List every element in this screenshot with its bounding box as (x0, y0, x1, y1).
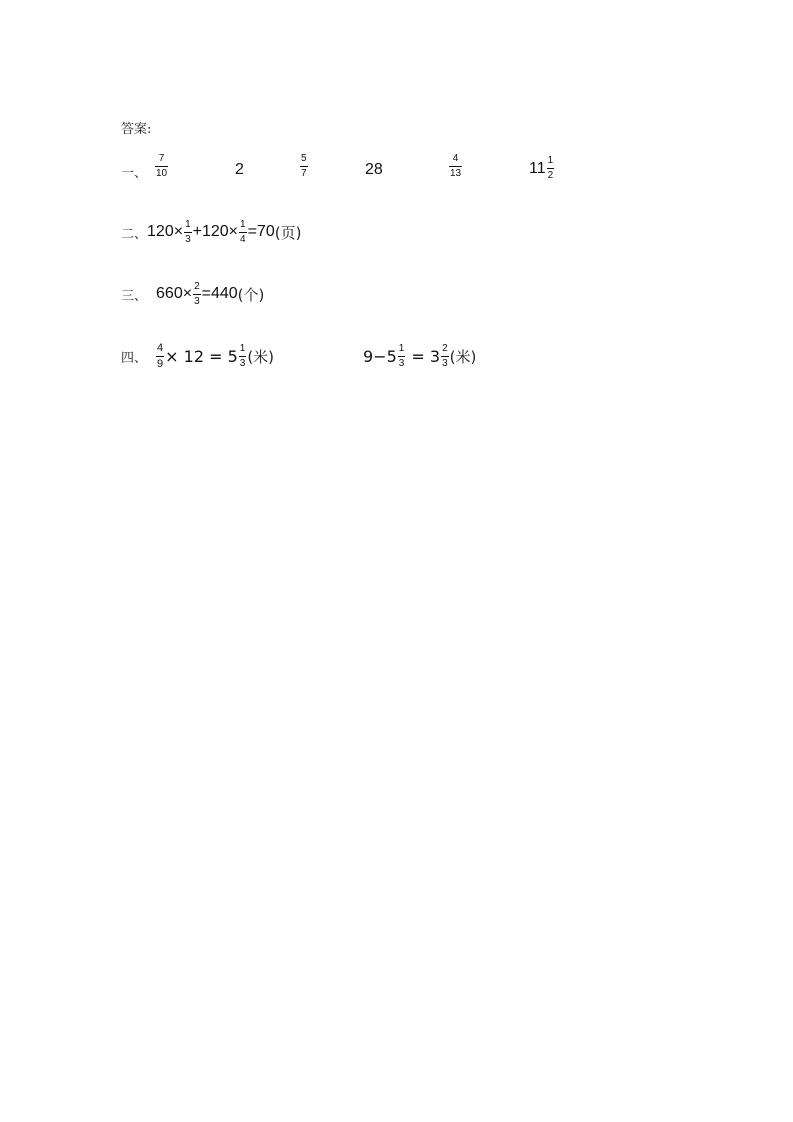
expr-part: 9−5 (363, 346, 397, 366)
fraction-bar (239, 356, 247, 357)
answer-2: 2 (235, 161, 244, 178)
denominator: 13 (450, 168, 462, 179)
denominator: 3 (398, 357, 405, 369)
answer-4: 28 (365, 161, 383, 178)
expr-part: 660× (156, 285, 193, 302)
numerator: 4 (452, 153, 459, 164)
section-2 (121, 212, 301, 252)
expr-part: = 3 (406, 346, 441, 366)
fraction-bar (184, 232, 192, 233)
answer-5-fraction (449, 154, 462, 179)
fraction (239, 220, 247, 245)
expr-part: 120× (147, 223, 184, 240)
numerator: 1 (185, 218, 191, 230)
denominator: 3 (239, 357, 246, 369)
expr-part: × 12 = 5 (165, 346, 238, 366)
whole-part: 11 (529, 159, 546, 177)
fraction-bar (398, 356, 406, 357)
section-4 (121, 336, 274, 376)
fraction (441, 344, 449, 369)
fraction-bar (300, 166, 308, 167)
unit-label: (米) (247, 347, 275, 366)
numerator: 1 (547, 155, 554, 166)
answer-6-mixed-number (529, 156, 555, 181)
fraction (398, 344, 406, 369)
fraction (193, 282, 201, 307)
fraction-bar (441, 356, 449, 357)
denominator: 3 (442, 357, 448, 369)
denominator: 4 (240, 233, 246, 245)
expr-part: +120× (192, 223, 239, 240)
denominator: 3 (185, 233, 191, 245)
answer-heading: 答案: (121, 122, 152, 137)
fraction-bar (547, 168, 555, 169)
fraction-bar (156, 356, 164, 357)
section-3-label: 三、 (121, 288, 148, 304)
fraction (156, 343, 164, 370)
fraction (239, 344, 247, 369)
unit-label: (个) (237, 285, 265, 304)
fraction-bar (193, 294, 201, 295)
fraction-bar (155, 166, 168, 167)
expr-result: =70 (247, 223, 275, 240)
numerator: 7 (158, 153, 165, 164)
denominator: 7 (301, 168, 307, 179)
section-4-label: 四、 (121, 350, 148, 366)
expr-result: =440 (201, 285, 238, 302)
numerator: 1 (239, 342, 246, 354)
section-3 (121, 274, 264, 314)
answer-1-fraction (155, 154, 168, 179)
denominator: 2 (547, 170, 554, 181)
section-4-second-expression (363, 336, 476, 376)
numerator: 1 (398, 342, 405, 354)
fraction (184, 220, 192, 245)
numerator: 4 (157, 341, 164, 354)
section-2-label: 二、 (121, 226, 148, 242)
numerator: 2 (194, 280, 200, 292)
unit-label: (页) (274, 223, 302, 242)
fraction-bar (449, 166, 462, 167)
fraction-bar (239, 232, 247, 233)
numerator: 2 (442, 342, 448, 354)
numerator: 5 (301, 153, 307, 164)
denominator: 9 (157, 357, 164, 370)
denominator: 10 (156, 168, 168, 179)
section-1-label: 一、 (121, 166, 148, 181)
denominator: 3 (194, 295, 200, 307)
unit-label: (米) (449, 347, 477, 366)
answer-3-fraction (300, 154, 308, 179)
fraction-part (547, 156, 555, 181)
numerator: 1 (240, 218, 246, 230)
